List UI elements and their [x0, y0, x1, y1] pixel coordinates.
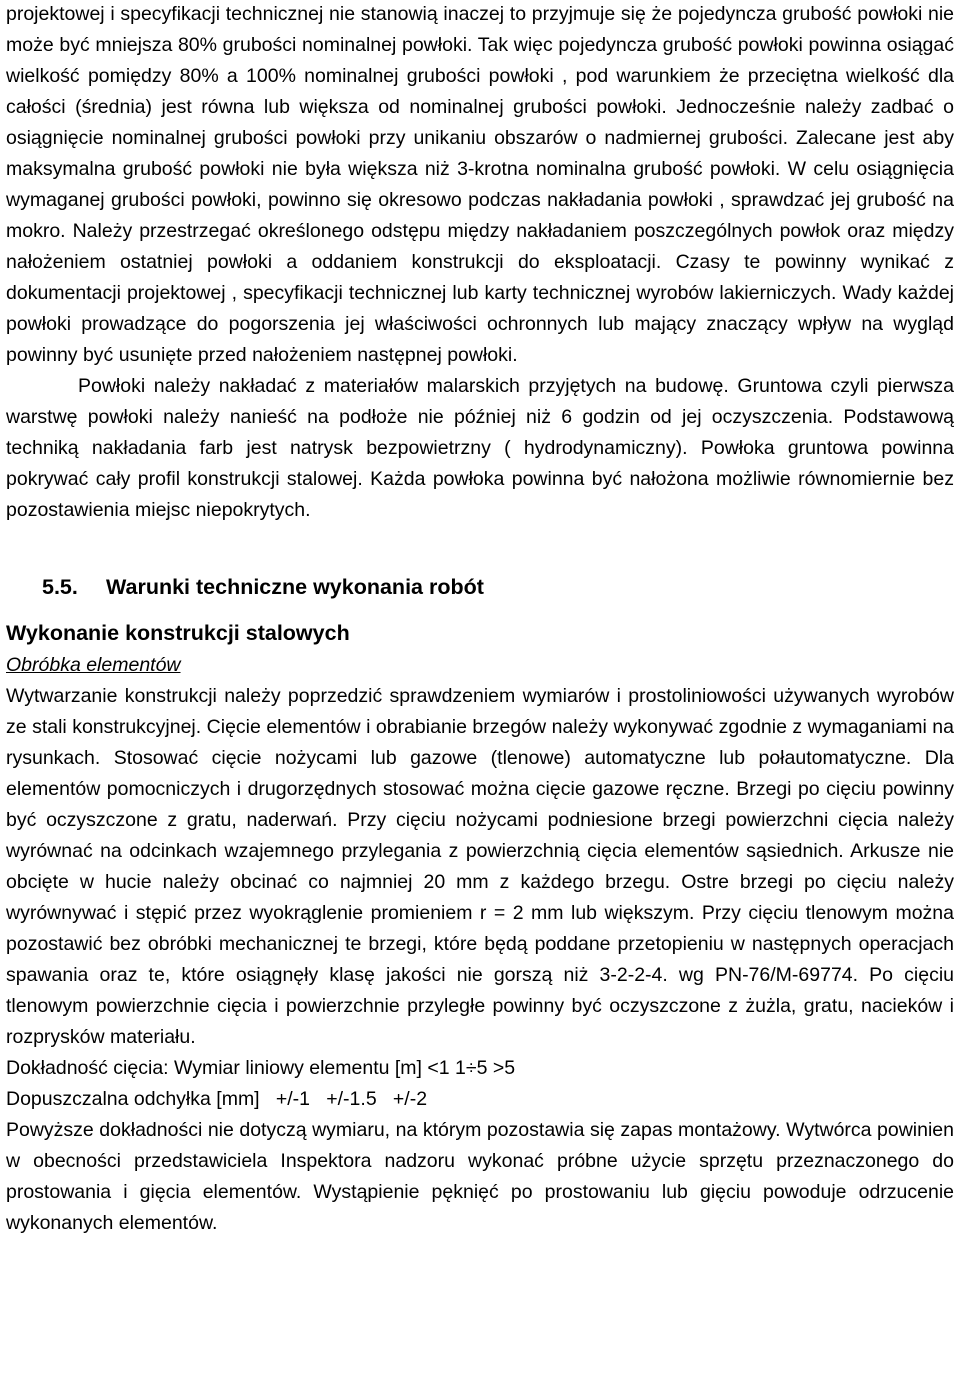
subheading-steel-structures: Wykonanie konstrukcji stalowych: [6, 621, 350, 645]
subsubheading-element-processing: Obróbka elementów: [6, 654, 181, 676]
paragraph-straightening-trial: Powyższe dokładności nie dotyczą wymiaru, na którym pozostawia się zapas montażowy. Wytwórca powinien w obecności przedstawiciela Inspektora nadzoru wykonać próbne użycie sprzętu przeznaczonego do prostowania i gięcia elementów. Wystąpienie pęknięć po prostowaniu lub gięciu powoduje odrzucenie wykonanych elementów.: [6, 1119, 954, 1234]
paragraph-coating-application: Powłoki należy nakładać z materiałów malarskich przyjętych na budowę. Gruntowa czyli pierwsza warstwę powłoki należy nanieść na podłoże nie później niż 6 godzin od jej oczyszczenia. Podstawową techniką nakładania farb jest natrysk bezpowietrzny ( hydrodynamiczny). Powłoka gruntowa powinna pokrywać cały profil konstrukcji stalowej. Każda powłoka powinna być nałożona możliwie równomiernie bez pozostawienia miejsc niepokrytych.: [6, 375, 954, 521]
section-number: 5.5.: [42, 575, 78, 599]
paragraph-cutting-rules: Wytwarzanie konstrukcji należy poprzedzić sprawdzeniem wymiarów i prostoliniowości używanych wyrobów ze stali konstrukcyjnej. Cięcie elementów i obrabianie brzegów należy wykonywać zgodnie z wymaganiami na rysunkach. Stosować cięcie nożycami lub gazowe (tlenowe) automatyczne lub połautomatyczne. Dla elementów pomocniczych i drugorzędnych stosować można cięcie gazowe ręczne. Brzegi po cięciu powinny być oczyszczone z gratu, naderwań. Przy cięciu nożycami podniesione brzegi powierzchni cięcia należy wyrównać na odcinkach wzajemnego przylegania z powierzchnią cięcia elementów sąsiednich. Arkusze nie obcięte w hucie należy obcinać co najmniej 20 mm z każdego brzegu. Ostre brzegi po cięciu należy wyrównywać i stępić przez wyokrąglenie promieniem r = 2 mm lub większym. Przy cięciu tlenowym można pozostawić bez obróbki mechanicznej te brzegi, które będą poddane przetopieniu w następnych operacjach spawania oraz te, które osiągnęły klasę jakości nie gorszą niż 3-2-2-4. wg PN-76/M-69774. Po cięciu tlenowym powierzchnie cięcia i powierzchnie przyległe powinny być oczyszczone z żużla, gratu, nacieków i rozprysków materiału.: [6, 685, 954, 1048]
paragraph-cutting-accuracy: Dokładność cięcia: Wymiar liniowy elementu [m] <1 1÷5 >5: [6, 1057, 516, 1079]
paragraph-coating-thickness: projektowej i specyfikacji technicznej nie stanowią inaczej to przyjmuje się że pojedyncza grubość powłoki nie może być mniejsza 80% grubości nominalnej powłoki. Tak więc pojedyncza grubość powłoki powinna osiągać wielkość pomiędzy 80% a 100% nominalnej grubości powłoki , pod warunkiem że przeciętna wielkość dla całości (średnia) jest równa lub większa od nominalnej grubości powłoki. Jednocześnie należy zadbać o osiągnięcie nominalnej grubości powłoki przy unikaniu obszarów o nadmiernej grubości. Zalecane jest aby maksymalna grubość powłoki nie była większa niż 3-krotna nominalna grubość powłoki. W celu osiągnięcia wymaganej grubości powłoki, powinno się okresowo podczas nakładania powłoki , sprawdzać jej grubość na mokro. Należy przestrzegać określonego odstępu między nakładaniem poszczególnych powłok oraz między nałożeniem ostatniej powłoki a oddaniem konstrukcji do eksploatacji. Czasy te powinny wynikać z dokumentacji projektowej , specyfikacji technicznej lub karty technicznej wyrobów lakierniczych. Wady każdej powłoki prowadzące do pogorszenia jej właściwości ochronnych lub mający znaczący wpływ na wygląd powinny być usunięte przed nałożeniem następnej powłoki.: [6, 3, 954, 366]
paragraph-allowed-deviation: Dopuszczalna odchyłka [mm] +/-1 +/-1.5 +/-2: [6, 1088, 428, 1110]
section-heading: [6, 570, 954, 604]
section-title: Warunki techniczne wykonania robót: [106, 575, 484, 599]
